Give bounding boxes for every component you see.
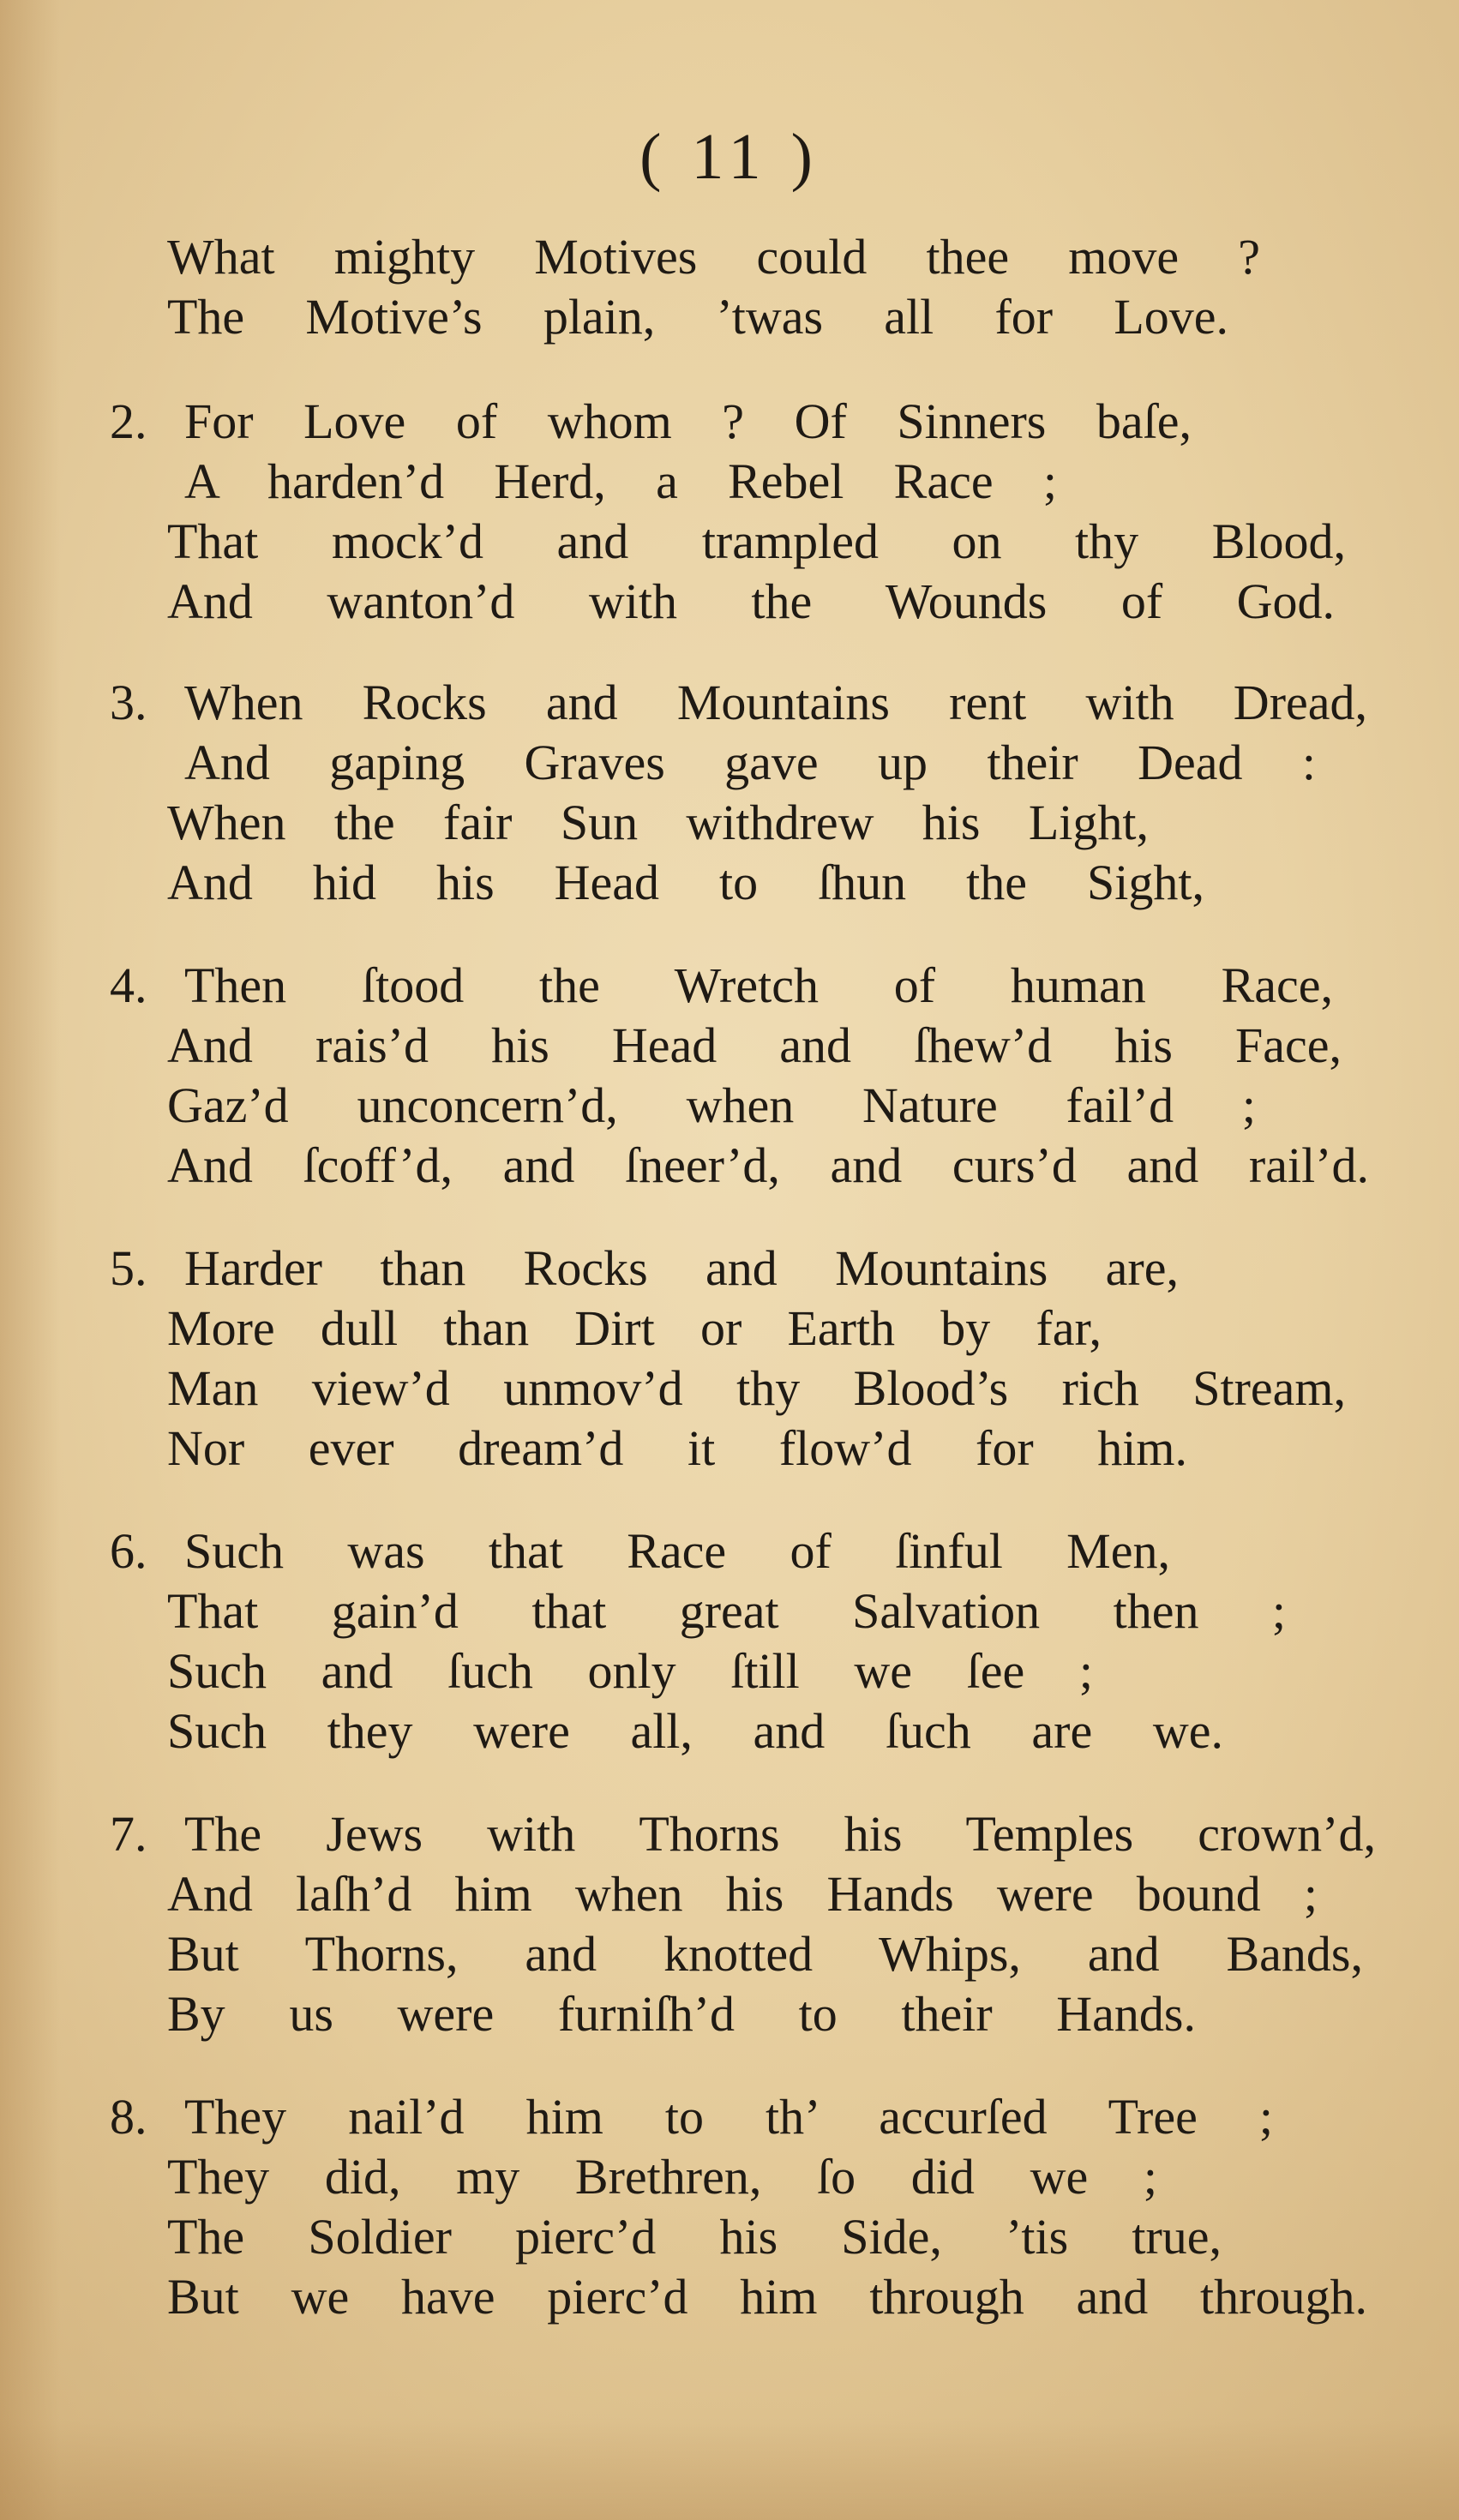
stanza-number: 4. bbox=[110, 957, 147, 1013]
verse-line: The Soldier pierc’d his Side, ’tis true, bbox=[167, 2209, 1222, 2265]
verse-line: More dull than Dirt or Earth by far, bbox=[167, 1300, 1102, 1356]
page-number-header: ( 11 ) bbox=[639, 121, 820, 193]
verse-line: Such and ſuch only ſtill we ſee ; bbox=[167, 1643, 1093, 1699]
verse-line: And hid his Head to ſhun the Sight, bbox=[167, 855, 1204, 910]
verse-line: When Rocks and Mountains rent with Dread, bbox=[184, 675, 1367, 730]
verse-line: A harden’d Herd, a Rebel Race ; bbox=[184, 453, 1057, 509]
verse-line: By us were furniſh’d to their Hands. bbox=[167, 1986, 1196, 2042]
stanza-number: 3. bbox=[110, 675, 147, 730]
page-bottom-shadow bbox=[0, 2417, 1459, 2520]
verse-line: Nor ever dream’d it flow’d for him. bbox=[167, 1420, 1187, 1476]
stanza-number: 7. bbox=[110, 1806, 147, 1862]
stanza-number: 8. bbox=[110, 2089, 147, 2145]
verse-line: But we have pierc’d him through and through. bbox=[167, 2269, 1367, 2325]
verse-line: For Love of whom ? Of Sinners baſe, bbox=[184, 393, 1192, 449]
stanza-number: 5. bbox=[110, 1240, 147, 1296]
stanza-number: 2. bbox=[110, 393, 147, 449]
verse-line: Harder than Rocks and Mountains are, bbox=[184, 1240, 1179, 1296]
verse-line: And gaping Graves gave up their Dead : bbox=[184, 735, 1316, 790]
verse-line: They nail’d him to th’ accurſed Tree ; bbox=[184, 2089, 1273, 2145]
verse-line: That gain’d that great Salvation then ; bbox=[167, 1583, 1286, 1639]
verse-line: The Jews with Thorns his Temples crown’d, bbox=[184, 1806, 1376, 1862]
verse-line: And wanton’d with the Wounds of God. bbox=[167, 573, 1335, 629]
verse-line: When the fair Sun withdrew his Light, bbox=[167, 795, 1149, 850]
verse-line: Gaz’d unconcern’d, when Nature fail’d ; bbox=[167, 1077, 1256, 1133]
verse-line: Then ſtood the Wretch of human Race, bbox=[184, 957, 1333, 1013]
page-edge-shadow bbox=[0, 0, 60, 2520]
verse-line: And rais’d his Head and ſhew’d his Face, bbox=[167, 1017, 1342, 1073]
verse-line: And laſh’d him when his Hands were bound ; bbox=[167, 1866, 1318, 1922]
verse-line: And ſcoff’d, and ſneer’d, and curs’d and rail’d. bbox=[167, 1137, 1369, 1193]
verse-line: They did, my Brethren, ſo did we ; bbox=[167, 2149, 1157, 2205]
verse-line: That mock’d and trampled on thy Blood, bbox=[167, 513, 1346, 569]
verse-line: Such was that Race of ſinful Men, bbox=[184, 1523, 1170, 1579]
verse-line: But Thorns, and knotted Whips, and Bands, bbox=[167, 1926, 1363, 1982]
stanza-number: 6. bbox=[110, 1523, 147, 1579]
verse-line: What mighty Motives could thee move ? bbox=[167, 229, 1260, 285]
verse-line: Such they were all, and ſuch are we. bbox=[167, 1703, 1223, 1759]
verse-line: The Motive’s plain, ’twas all for Love. bbox=[167, 289, 1228, 345]
verse-line: Man view’d unmov’d thy Blood’s rich Stream, bbox=[167, 1360, 1346, 1416]
